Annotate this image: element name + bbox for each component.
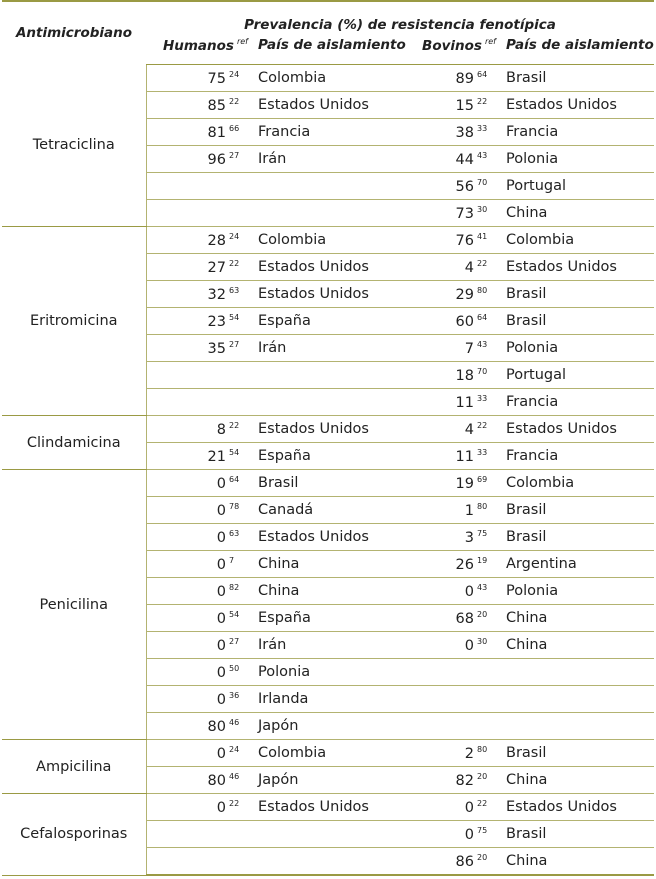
- bovine-prevalence: [406, 605, 498, 632]
- table-row: [2, 227, 654, 254]
- bovine-prevalence: [406, 389, 498, 416]
- human-country: [250, 362, 406, 389]
- bovine-prevalence: [406, 767, 498, 794]
- human-value: 0: [216, 475, 226, 492]
- bovine-prevalence: [406, 146, 498, 173]
- bovine-prevalence: [406, 551, 498, 578]
- bovine-ref: 70: [477, 366, 488, 376]
- bovine-ref: 80: [477, 285, 488, 295]
- human-value: 0: [216, 664, 226, 681]
- human-prevalence: [146, 767, 250, 794]
- bovine-country: Estados Unidos: [498, 92, 654, 119]
- human-country: Japón: [250, 767, 406, 794]
- bovine-country: Portugal: [498, 173, 654, 200]
- bovine-ref: 33: [477, 447, 488, 457]
- human-value: 96: [207, 151, 226, 168]
- human-ref: 54: [229, 609, 240, 619]
- bovine-prevalence: [406, 659, 498, 686]
- human-country: China: [250, 578, 406, 605]
- human-value: 0: [216, 691, 226, 708]
- human-value: 23: [207, 313, 226, 330]
- human-prevalence: [146, 65, 250, 92]
- bovine-prevalence: [406, 227, 498, 254]
- header-humans: [146, 35, 250, 65]
- bovine-prevalence: [406, 497, 498, 524]
- table-row: [2, 740, 654, 767]
- header-bovines: [406, 35, 498, 65]
- human-country: Brasil: [250, 470, 406, 497]
- human-prevalence: [146, 578, 250, 605]
- header-humans-label: Humanos: [162, 38, 234, 54]
- bovine-value: 0: [464, 799, 474, 816]
- human-country: Irán: [250, 146, 406, 173]
- antimicrobial-name: Tetraciclina: [2, 65, 146, 227]
- human-value: 85: [207, 97, 226, 114]
- bovine-value: 19: [455, 475, 474, 492]
- human-value: 0: [216, 610, 226, 627]
- human-prevalence: [146, 119, 250, 146]
- table-header: [2, 1, 654, 65]
- bovine-prevalence: [406, 632, 498, 659]
- antimicrobial-name: Eritromicina: [2, 227, 146, 416]
- bovine-country: Colombia: [498, 227, 654, 254]
- bovine-ref: 33: [477, 393, 488, 403]
- header-bovines-ref: ref: [484, 37, 496, 46]
- bovine-ref: 22: [477, 258, 488, 268]
- bovine-prevalence: [406, 740, 498, 767]
- bovine-ref: 20: [477, 852, 488, 862]
- bovine-prevalence: [406, 281, 498, 308]
- table-body: [2, 65, 654, 876]
- human-ref: 54: [229, 447, 240, 457]
- bovine-value: 15: [455, 97, 474, 114]
- bovine-prevalence: [406, 173, 498, 200]
- bovine-prevalence: [406, 524, 498, 551]
- human-country: España: [250, 443, 406, 470]
- human-prevalence: [146, 821, 250, 848]
- bovine-ref: 64: [477, 69, 488, 79]
- human-prevalence: [146, 362, 250, 389]
- human-prevalence: [146, 659, 250, 686]
- human-prevalence: [146, 173, 250, 200]
- bovine-value: 38: [455, 124, 474, 141]
- bovine-country: Colombia: [498, 470, 654, 497]
- bovine-value: 56: [455, 178, 474, 195]
- table-row: [2, 794, 654, 821]
- human-country: [250, 821, 406, 848]
- human-ref: 24: [229, 69, 240, 79]
- human-value: 0: [216, 799, 226, 816]
- human-prevalence: [146, 416, 250, 443]
- bovine-value: 68: [455, 610, 474, 627]
- human-country: Irán: [250, 335, 406, 362]
- human-ref: 82: [229, 582, 240, 592]
- bovine-ref: 75: [477, 825, 488, 835]
- bovine-ref: 20: [477, 609, 488, 619]
- bovine-country: Brasil: [498, 281, 654, 308]
- bovine-ref: 75: [477, 528, 488, 538]
- bovine-ref: 20: [477, 771, 488, 781]
- human-prevalence: [146, 713, 250, 740]
- resistance-table: [2, 0, 654, 876]
- human-ref: 22: [229, 96, 240, 106]
- bovine-prevalence: [406, 443, 498, 470]
- bovine-value: 11: [455, 448, 474, 465]
- bovine-ref: 22: [477, 798, 488, 808]
- bovine-value: 29: [455, 286, 474, 303]
- bovine-ref: 41: [477, 231, 488, 241]
- bovine-value: 60: [455, 313, 474, 330]
- bovine-ref: 22: [477, 96, 488, 106]
- human-value: 0: [216, 637, 226, 654]
- bovine-value: 82: [455, 772, 474, 789]
- antimicrobial-name: Penicilina: [2, 470, 146, 740]
- bovine-value: 26: [455, 556, 474, 573]
- bovine-country: [498, 659, 654, 686]
- bovine-value: 11: [455, 394, 474, 411]
- human-value: 80: [207, 718, 226, 735]
- bovine-ref: 69: [477, 474, 488, 484]
- human-ref: 24: [229, 231, 240, 241]
- human-ref: 22: [229, 420, 240, 430]
- bovine-value: 86: [455, 853, 474, 870]
- human-ref: 46: [229, 771, 240, 781]
- human-prevalence: [146, 254, 250, 281]
- human-prevalence: [146, 335, 250, 362]
- human-ref: 50: [229, 663, 240, 673]
- antimicrobial-name: Clindamicina: [2, 416, 146, 470]
- human-country: Canadá: [250, 497, 406, 524]
- bovine-country: Francia: [498, 119, 654, 146]
- bovine-country: China: [498, 200, 654, 227]
- human-value: 81: [207, 124, 226, 141]
- human-ref: 63: [229, 528, 240, 538]
- bovine-country: Polonia: [498, 335, 654, 362]
- human-country: Estados Unidos: [250, 794, 406, 821]
- bovine-prevalence: [406, 200, 498, 227]
- bovine-prevalence: [406, 416, 498, 443]
- bovine-country: Argentina: [498, 551, 654, 578]
- bovine-ref: 33: [477, 123, 488, 133]
- human-country: [250, 389, 406, 416]
- human-ref: 27: [229, 636, 240, 646]
- bovine-ref: 70: [477, 177, 488, 187]
- bovine-ref: 30: [477, 636, 488, 646]
- bovine-prevalence: [406, 470, 498, 497]
- bovine-country: Brasil: [498, 497, 654, 524]
- human-ref: 24: [229, 744, 240, 754]
- human-value: 0: [216, 745, 226, 762]
- human-prevalence: [146, 470, 250, 497]
- bovine-value: 89: [455, 70, 474, 87]
- table-row: [2, 416, 654, 443]
- human-value: 27: [207, 259, 226, 276]
- human-value: 21: [207, 448, 226, 465]
- header-bovines-label: Bovinos: [422, 38, 482, 54]
- human-prevalence: [146, 686, 250, 713]
- bovine-ref: 30: [477, 204, 488, 214]
- bovine-country: China: [498, 767, 654, 794]
- human-ref: 27: [229, 339, 240, 349]
- human-country: Francia: [250, 119, 406, 146]
- bovine-country: Brasil: [498, 740, 654, 767]
- bovine-ref: 64: [477, 312, 488, 322]
- bovine-country: Brasil: [498, 524, 654, 551]
- human-ref: 22: [229, 258, 240, 268]
- bovine-prevalence: [406, 578, 498, 605]
- bovine-country: China: [498, 605, 654, 632]
- human-prevalence: [146, 740, 250, 767]
- bovine-prevalence: [406, 92, 498, 119]
- human-country: [250, 848, 406, 876]
- human-value: 75: [207, 70, 226, 87]
- bovine-value: 44: [455, 151, 474, 168]
- bovine-ref: 19: [477, 555, 488, 565]
- bovine-country: China: [498, 632, 654, 659]
- human-value: 8: [216, 421, 226, 438]
- human-ref: 64: [229, 474, 240, 484]
- human-prevalence: [146, 497, 250, 524]
- human-prevalence: [146, 308, 250, 335]
- header-bovines-country: País de aislamiento: [498, 35, 654, 65]
- bovine-value: 0: [464, 826, 474, 843]
- bovine-value: 4: [464, 259, 474, 276]
- bovine-country: Estados Unidos: [498, 254, 654, 281]
- human-prevalence: [146, 227, 250, 254]
- bovine-country: Estados Unidos: [498, 794, 654, 821]
- bovine-value: 76: [455, 232, 474, 249]
- human-prevalence: [146, 146, 250, 173]
- bovine-prevalence: [406, 65, 498, 92]
- human-ref: 36: [229, 690, 240, 700]
- human-country: España: [250, 308, 406, 335]
- header-row-group: [2, 1, 654, 35]
- bovine-ref: 43: [477, 582, 488, 592]
- human-ref: 7: [229, 555, 235, 565]
- bovine-ref: 43: [477, 150, 488, 160]
- human-country: Irlanda: [250, 686, 406, 713]
- bovine-country: [498, 686, 654, 713]
- bovine-ref: 80: [477, 744, 488, 754]
- header-humans-ref: ref: [236, 37, 248, 46]
- human-country: Estados Unidos: [250, 92, 406, 119]
- bovine-country: Brasil: [498, 65, 654, 92]
- human-country: Colombia: [250, 65, 406, 92]
- human-value: 0: [216, 502, 226, 519]
- bovine-country: Brasil: [498, 821, 654, 848]
- bovine-value: 0: [464, 583, 474, 600]
- human-ref: 27: [229, 150, 240, 160]
- human-country: China: [250, 551, 406, 578]
- human-country: España: [250, 605, 406, 632]
- human-country: Estados Unidos: [250, 281, 406, 308]
- table-row: [2, 65, 654, 92]
- bovine-value: 0: [464, 637, 474, 654]
- bovine-value: 1: [464, 502, 474, 519]
- bovine-ref: 80: [477, 501, 488, 511]
- bovine-value: 73: [455, 205, 474, 222]
- human-value: 80: [207, 772, 226, 789]
- bovine-value: 7: [464, 340, 474, 357]
- bovine-country: Estados Unidos: [498, 416, 654, 443]
- human-country: Estados Unidos: [250, 524, 406, 551]
- human-value: 0: [216, 583, 226, 600]
- bovine-prevalence: [406, 821, 498, 848]
- human-value: 28: [207, 232, 226, 249]
- human-value: 0: [216, 529, 226, 546]
- human-prevalence: [146, 632, 250, 659]
- human-prevalence: [146, 794, 250, 821]
- bovine-value: 2: [464, 745, 474, 762]
- header-prevalence-group: Prevalencia (%) de resistencia fenotípica: [146, 1, 654, 35]
- bovine-prevalence: [406, 848, 498, 876]
- bovine-country: China: [498, 848, 654, 876]
- human-value: 35: [207, 340, 226, 357]
- table-row: [2, 470, 654, 497]
- human-ref: 54: [229, 312, 240, 322]
- human-country: Estados Unidos: [250, 254, 406, 281]
- bovine-country: Brasil: [498, 308, 654, 335]
- human-country: Polonia: [250, 659, 406, 686]
- antimicrobial-name: Ampicilina: [2, 740, 146, 794]
- human-ref: 63: [229, 285, 240, 295]
- bovine-country: Polonia: [498, 146, 654, 173]
- human-country: Estados Unidos: [250, 416, 406, 443]
- bovine-ref: 22: [477, 420, 488, 430]
- antimicrobial-name: Cefalosporinas: [2, 794, 146, 876]
- bovine-prevalence: [406, 362, 498, 389]
- human-prevalence: [146, 524, 250, 551]
- human-country: Colombia: [250, 227, 406, 254]
- bovine-prevalence: [406, 308, 498, 335]
- human-prevalence: [146, 281, 250, 308]
- bovine-country: Portugal: [498, 362, 654, 389]
- human-prevalence: [146, 551, 250, 578]
- bovine-prevalence: [406, 335, 498, 362]
- header-antimicrobial: Antimicrobiano: [2, 1, 146, 65]
- bovine-country: Francia: [498, 389, 654, 416]
- human-country: Japón: [250, 713, 406, 740]
- human-value: 0: [216, 556, 226, 573]
- human-country: Colombia: [250, 740, 406, 767]
- human-ref: 66: [229, 123, 240, 133]
- human-ref: 46: [229, 717, 240, 727]
- bovine-value: 18: [455, 367, 474, 384]
- human-country: [250, 173, 406, 200]
- bovine-country: Francia: [498, 443, 654, 470]
- bovine-ref: 43: [477, 339, 488, 349]
- human-country: [250, 200, 406, 227]
- bovine-prevalence: [406, 686, 498, 713]
- human-prevalence: [146, 848, 250, 876]
- human-ref: 78: [229, 501, 240, 511]
- human-value: 32: [207, 286, 226, 303]
- human-country: Irán: [250, 632, 406, 659]
- bovine-prevalence: [406, 794, 498, 821]
- human-prevalence: [146, 443, 250, 470]
- bovine-prevalence: [406, 713, 498, 740]
- human-prevalence: [146, 605, 250, 632]
- bovine-prevalence: [406, 254, 498, 281]
- human-prevalence: [146, 200, 250, 227]
- bovine-country: [498, 713, 654, 740]
- bovine-country: Polonia: [498, 578, 654, 605]
- human-prevalence: [146, 389, 250, 416]
- bovine-prevalence: [406, 119, 498, 146]
- human-prevalence: [146, 92, 250, 119]
- bovine-value: 4: [464, 421, 474, 438]
- header-humans-country: País de aislamiento: [250, 35, 406, 65]
- human-ref: 22: [229, 798, 240, 808]
- bovine-value: 3: [464, 529, 474, 546]
